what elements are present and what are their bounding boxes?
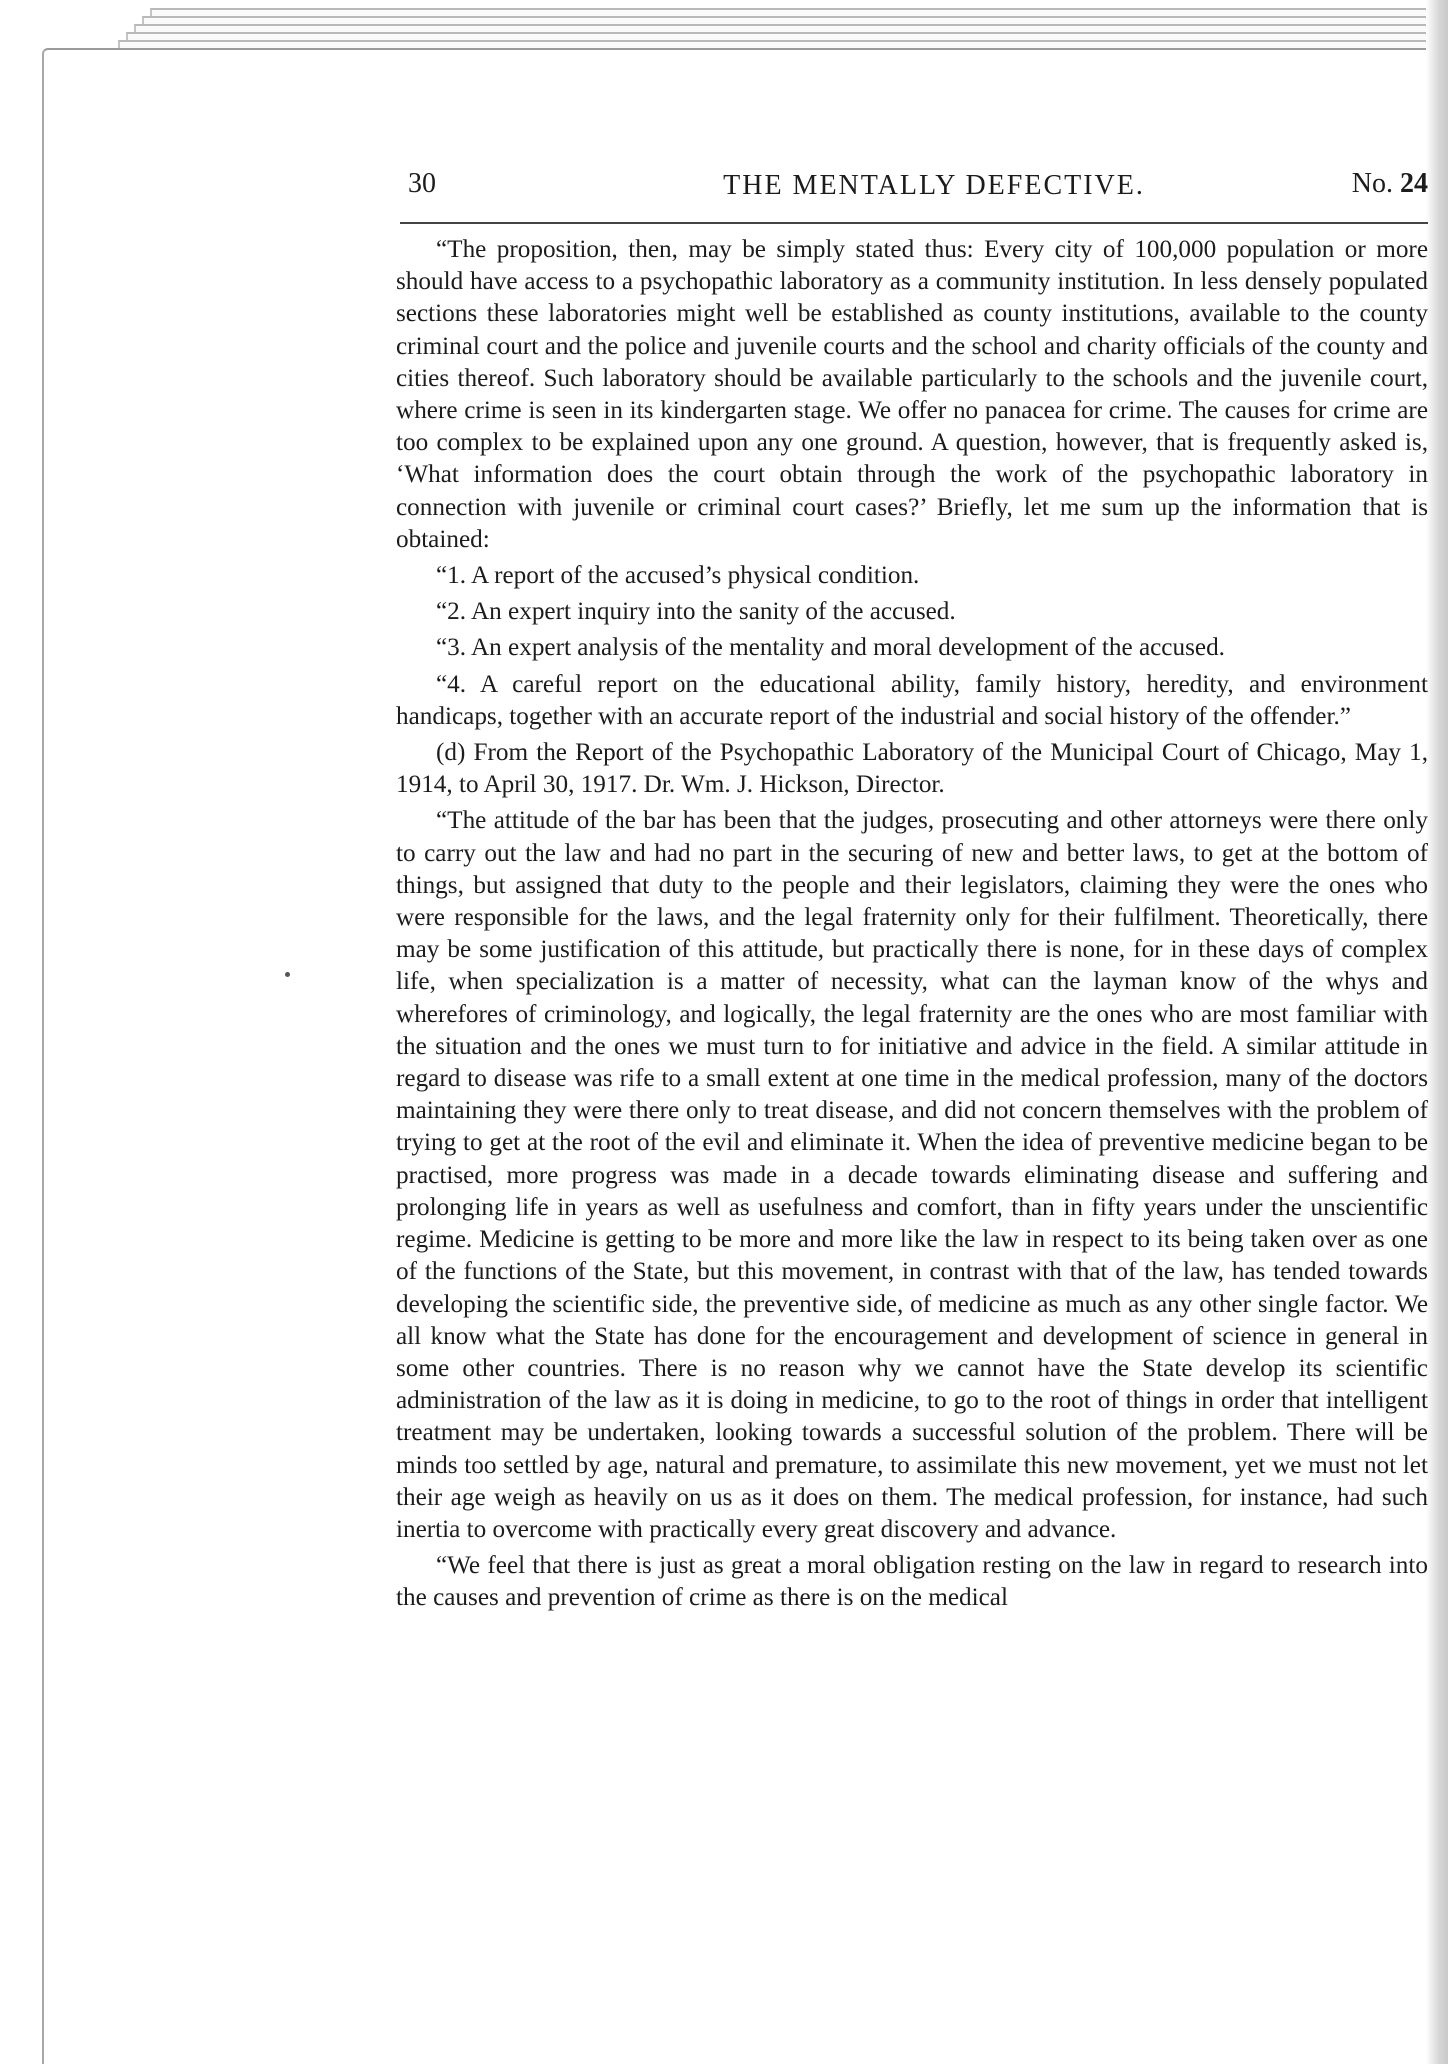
issue-number [1352, 168, 1428, 200]
page-fold-shadow [1426, 0, 1448, 2064]
list-item: “4. A careful report on the educational ability, family history, heredity, and environment handicaps, together with an accurate report of the industrial and social history of the offender.” [396, 670, 1428, 730]
paragraph: “The proposition, then, may be simply stated thus: Every city of 100,000 population or more should have access to a psychopathic laboratory as a community institution. In less densely populated sections these laboratories might well be established as county institutions, available to the county criminal court and the police and juvenile courts and the school and charity officials of the county and cities thereof. Such laboratory should be available particularly to the schools and the juvenile court, where crime is seen in its kindergarten stage. We offer no panacea for crime. The causes for crime are too complex to be explained upon any one ground. A question, however, that is frequently asked is, ‘What information does the court obtain through the work of the psychopathic laboratory in connection with juvenile or criminal court cases?’ Briefly, let me sum up the information that is obtained: [396, 236, 1428, 553]
paragraph: “We feel that there is just as great a moral obligation resting on the law in regard to research into the causes and prevention of crime as there is on the medical [396, 1552, 1428, 1612]
page-number: 30 [408, 168, 436, 199]
list-item: “2. An expert inquiry into the sanity of the accused. [436, 598, 956, 626]
running-title: THE MENTALLY DEFECTIVE. [723, 170, 1145, 201]
body-text [396, 234, 1428, 1615]
list-item: “3. An expert analysis of the mentality and moral development of the accused. [436, 634, 1225, 662]
header-rule [400, 222, 1428, 224]
issue-number-value: 24 [1400, 168, 1428, 199]
issue-number-prefix: No. [1351, 168, 1393, 199]
paragraph: (d) From the Report of the Psychopathic Laboratory of the Municipal Court of Chicago, May 1, 1914, to April 30, 1917. Dr. Wm. J. Hickson, Director. [396, 739, 1428, 799]
paragraph: “The attitude of the bar has been that the judges, prosecuting and other attorneys were there only to carry out the law and had no part in the securing of new and better laws, to get at the bottom of things, but assigned that duty to the people and their legislators, claiming they were the ones who were responsible for the laws, and the legal fraternity only for their fulfilment. Theoretically, there may be some justification of this attitude, but practically there is none, for in these days of complex life, when specialization is a matter of necessity, what can the layman know of the whys and wherefores of criminology, and logically, the legal fraternity are the ones who are most familiar with the situation and the ones we must turn to for initiative and advice in the field. A similar attitude in regard to disease was rife to a small extent at one time in the medical profession, many of the doctors maintaining they were there only to treat disease, and did not concern themselves with the problem of trying to get at the root of the evil and eliminate it. When the idea of preventive medicine began to be practised, more progress was made in a decade towards eliminating disease and suffering and prolonging life in years as well as usefulness and comfort, than in fifty years under the unscientific regime. Medicine is getting to be more and more like the law in respect to its being taken over as one of the functions of the State, but this movement, in contrast with that of the law, has tended towards developing the scientific side, the preventive side, of medicine as much as any other single factor. We all know what the State has done for the encouragement and development of science in general in some other countries. There is no reason why we cannot have the State develop its scientific administration of the law as it is doing in medicine, to go to the root of things in order that intelligent treatment may be undertaken, looking towards a successful solution of the problem. There will be minds too settled by age, natural and premature, to assimilate this new movement, yet we must not let their age weigh as heavily on us as it does on them. The medical profession, for instance, had such inertia to overcome with practically every great discovery and advance. [396, 807, 1428, 1543]
running-header [400, 168, 1428, 218]
ink-speck [285, 972, 290, 977]
list-item: “1. A report of the accused’s physical condition. [436, 562, 920, 590]
